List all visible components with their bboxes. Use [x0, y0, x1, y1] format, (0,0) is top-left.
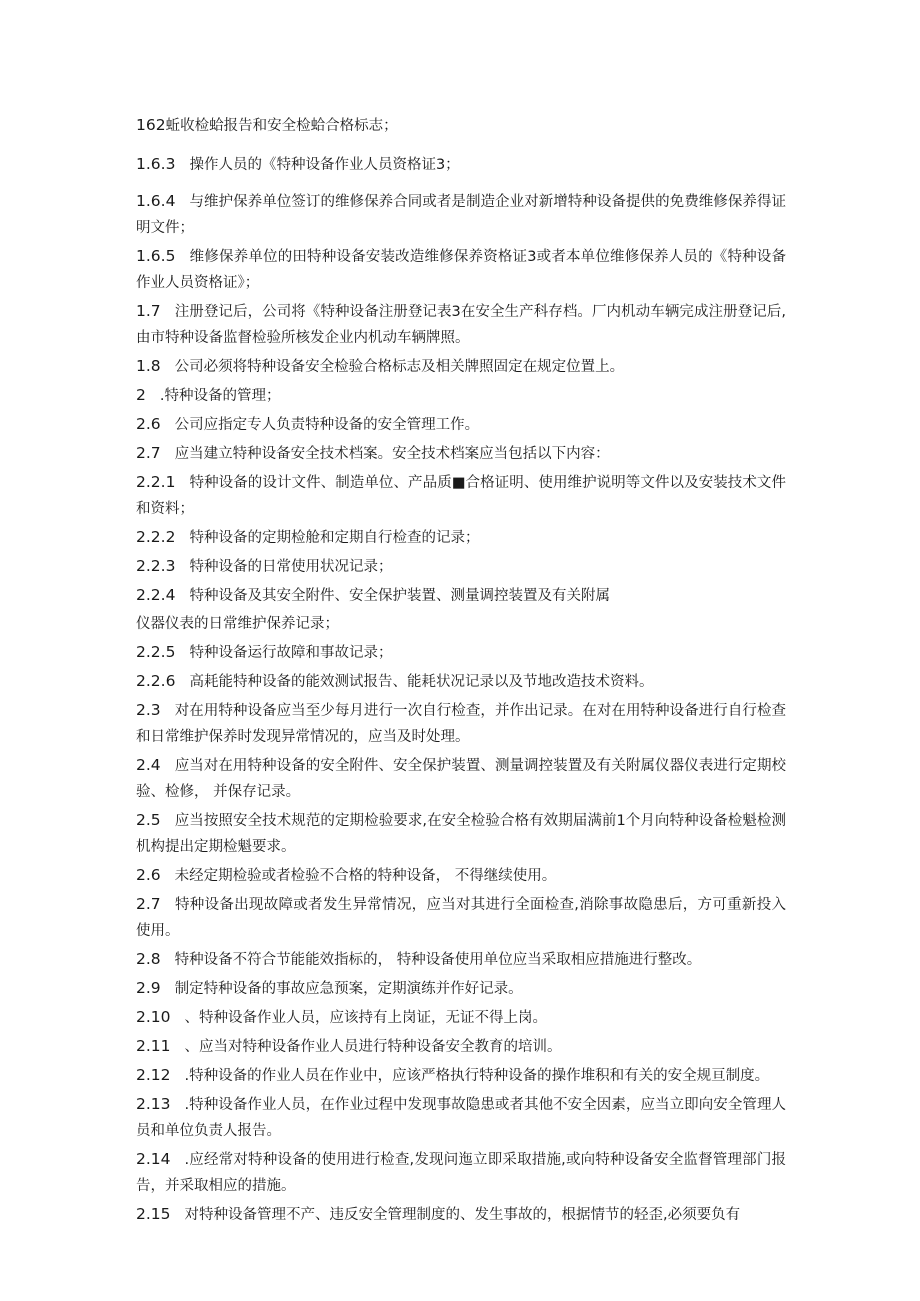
section-number: 162 — [136, 116, 166, 134]
paragraph — [136, 807, 786, 860]
paragraph — [136, 112, 786, 139]
section-number: 2 — [136, 386, 146, 404]
paragraph-text: 特种设备的设计文件、制造单位、产品质■合格证明、使用维护说明等文件以及安装技术文件和资料； — [136, 475, 786, 517]
paragraph — [136, 1062, 786, 1089]
paragraph — [136, 440, 786, 467]
paragraph-text: 未经定期检验或者检验不合格的特种设备， 不得继续使用。 — [174, 868, 557, 884]
paragraph-text: .应经常对特种设备的使用进行检查,发现问迤立即采取措施,或向特种设备安全监督管理部门报告，并采取相应的措施。 — [136, 1152, 786, 1194]
section-number: 1.6.5 — [136, 247, 176, 265]
paragraph-text: 仪器仪表的日常维护保养记录； — [136, 616, 339, 632]
section-number: 2.6 — [136, 415, 161, 433]
paragraph-text: 特种设备出现故障或者发生异常情况，应当对其进行全面检查,消除事故隐患后，方可重新投入使用。 — [136, 897, 786, 939]
section-number: 2.9 — [136, 979, 161, 997]
paragraph — [136, 752, 786, 805]
paragraph-text: .特种设备的作业人员在作业中，应该严格执行特种设备的操作堆积和有关的安全规亘制度。 — [184, 1068, 770, 1084]
paragraph — [136, 1146, 786, 1199]
paragraph-text: 高耗能特种设备的能效测试报告、能耗状况记录以及节地改造技术资料。 — [189, 674, 654, 690]
paragraph-text: 特种设备运行故障和事故记录； — [189, 645, 393, 661]
section-number: 2.7 — [136, 895, 161, 913]
section-number: 2.2.1 — [136, 473, 176, 491]
paragraph-text: 、特种设备作业人员，应该持有上岗证，无证不得上岗。 — [184, 1010, 548, 1026]
document-body — [136, 112, 786, 1230]
section-number: 2.2.4 — [136, 586, 176, 604]
section-number: 1.7 — [136, 302, 161, 320]
paragraph — [136, 151, 786, 178]
section-number: 2.2.6 — [136, 672, 176, 690]
paragraph — [136, 1091, 786, 1144]
paragraph — [136, 862, 786, 889]
paragraph-text: 维修保养单位的田特种设备安装改造维修保养资格证3或者本单位维修保养人员的《特种设备作业人员资格证》； — [136, 249, 786, 291]
section-number: 2.3 — [136, 701, 161, 719]
paragraph-text: 蚯收检蛤报告和安全检蛤合格标志； — [165, 118, 398, 134]
paragraph-text: 公司必须将特种设备安全检验合格标志及相关牌照固定在规定位置上。 — [174, 359, 625, 375]
paragraph — [136, 553, 786, 580]
paragraph — [136, 639, 786, 666]
paragraph — [136, 469, 786, 522]
paragraph-text: 制定特种设备的事故应急预案，定期演练并作好记录。 — [174, 981, 523, 997]
paragraph-text: 公司应指定专人负责特种设备的安全管理工作。 — [174, 417, 480, 433]
paragraph-text: .特种设备作业人员，在作业过程中发现事故隐患或者其他不安全因素，应当立即向安全管理人员和单位负责人报告。 — [136, 1097, 786, 1139]
paragraph — [136, 975, 786, 1002]
section-number: 2.6 — [136, 866, 161, 884]
paragraph-text: 对特种设备管理不产、违反安全管理制度的、发生事故的，根据情节的轻歪,必须要负有 — [184, 1207, 741, 1223]
section-number: 1.6.4 — [136, 192, 176, 210]
paragraph-text: 特种设备不符合节能能效指标的， 特种设备使用单位应当采取相应措施进行整改。 — [174, 952, 702, 968]
section-number: 2.7 — [136, 444, 161, 462]
paragraph — [136, 582, 786, 609]
paragraph — [136, 668, 786, 695]
paragraph-text: 特种设备的定期检舱和定期自行检查的记录； — [189, 530, 480, 546]
paragraph-text: .特种设备的管理； — [159, 388, 281, 404]
section-number: 2.13 — [136, 1095, 171, 1113]
paragraph-text: 注册登记后，公司将《特种设备注册登记表3在安全生产科存档。厂内机动车辆完成注册登记后,由市特种设备监督检验所核发企业内机动车辆牌照。 — [136, 304, 786, 346]
paragraph — [136, 891, 786, 944]
paragraph — [136, 298, 786, 351]
paragraph — [136, 382, 786, 409]
section-number: 2.5 — [136, 811, 161, 829]
paragraph-text: 特种设备及其安全附件、安全保护装置、测量调控装置及有关附属 — [189, 588, 610, 604]
paragraph-text: 应当对在用特种设备的安全附件、安全保护装置、测量调控装置及有关附属仪器仪表进行定期校验、检修， 并保存记录。 — [136, 758, 786, 800]
paragraph-text: 与维护保养单位签订的维修保养合同或者是制造企业对新增特种设备提供的免费维修保养得证明文件； — [136, 194, 786, 236]
paragraph — [136, 697, 786, 750]
section-number: 2.4 — [136, 756, 161, 774]
paragraph — [136, 1033, 786, 1060]
paragraph-text: 、应当对特种设备作业人员进行特种设备安全教育的培训。 — [184, 1039, 562, 1055]
paragraph — [136, 524, 786, 551]
paragraph-text: 特种设备的日常使用状况记录； — [189, 559, 393, 575]
section-number: 1.8 — [136, 357, 161, 375]
section-number: 2.2.5 — [136, 643, 176, 661]
paragraph — [136, 611, 786, 637]
section-number: 1.6.3 — [136, 155, 176, 173]
paragraph — [136, 1201, 786, 1228]
section-number: 2.8 — [136, 950, 161, 968]
paragraph — [136, 353, 786, 380]
paragraph-text: 应当建立特种设备安全技术档案。安全技术档案应当包括以下内容： — [174, 446, 610, 462]
section-number: 2.11 — [136, 1037, 171, 1055]
paragraph — [136, 946, 786, 973]
section-number: 2.15 — [136, 1205, 171, 1223]
paragraph-text: 操作人员的《特种设备作业人员资格证3； — [189, 157, 460, 173]
paragraph-text: 应当按照安全技术规范的定期检验要求,在安全检验合格有效期届满前1个月向特种设备检魁检测机构提出定期检魁要求。 — [136, 813, 786, 855]
section-number: 2.14 — [136, 1150, 171, 1168]
paragraph — [136, 188, 786, 241]
section-number: 2.2.2 — [136, 528, 176, 546]
paragraph — [136, 1004, 786, 1031]
section-number: 2.12 — [136, 1066, 171, 1084]
paragraph — [136, 243, 786, 296]
paragraph-text: 对在用特种设备应当至少每月进行一次自行检查，并作出记录。在对在用特种设备进行自行检查和日常维护保养时发现异常情况的，应当及时处理。 — [136, 703, 786, 745]
paragraph — [136, 411, 786, 438]
section-number: 2.10 — [136, 1008, 171, 1026]
section-number: 2.2.3 — [136, 557, 176, 575]
